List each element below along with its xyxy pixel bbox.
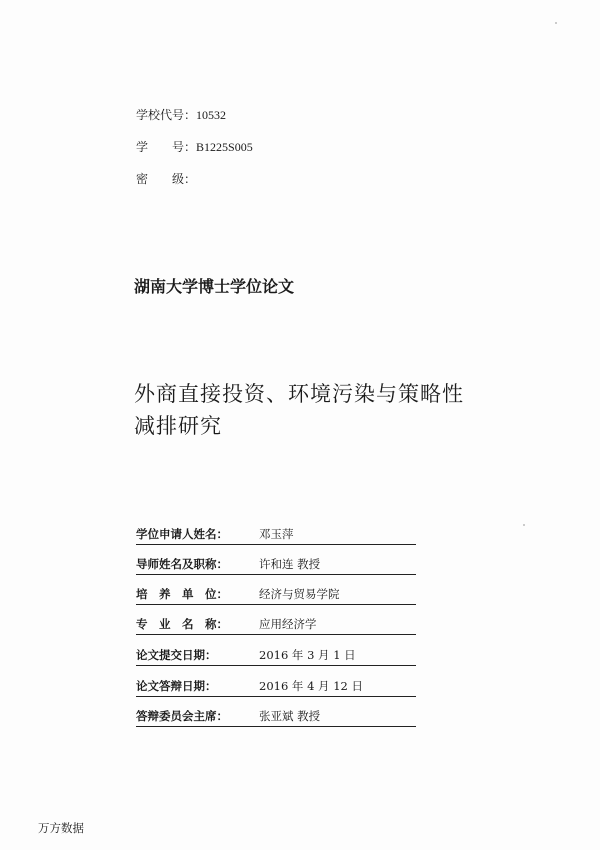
thesis-title-line-1: 外商直接投资、环境污染与策略性: [134, 382, 464, 406]
info-label: 专 业 名 称：: [136, 617, 228, 631]
scan-speck: [523, 524, 525, 526]
scan-speck: [555, 22, 557, 24]
info-row-applicant: [136, 525, 416, 545]
thesis-title: [134, 378, 464, 442]
info-row-unit: [136, 585, 416, 605]
info-label: 导师姓名及职称：: [136, 557, 228, 571]
student-id-label: 学 号：: [136, 140, 197, 154]
info-value: 2016 年 4 月 12 日: [259, 679, 363, 693]
student-id-value: B1225S005: [196, 140, 253, 154]
underline: [136, 604, 416, 605]
secrecy-label: 密 级：: [136, 172, 197, 186]
secrecy-line: [136, 172, 196, 186]
info-value: 张亚斌 教授: [259, 709, 321, 723]
school-code-label: 学校代号：: [136, 108, 197, 122]
info-value: 许和连 教授: [259, 557, 321, 571]
underline: [136, 726, 416, 727]
university-thesis-heading: 湖南大学博士学位论文: [134, 277, 295, 296]
info-label: 学位申请人姓名：: [136, 527, 228, 541]
info-label: 论文提交日期：: [136, 648, 217, 662]
info-value: 经济与贸易学院: [259, 587, 340, 601]
info-label: 答辩委员会主席：: [136, 709, 228, 723]
info-row-defense-date: [136, 677, 416, 697]
underline: [136, 665, 416, 666]
footer-stamp: 万方数据: [38, 821, 84, 835]
info-value: 2016 年 3 月 1 日: [259, 648, 356, 662]
info-row-submit-date: [136, 646, 416, 666]
info-row-committee-chair: [136, 707, 416, 727]
school-code-line: [136, 108, 226, 122]
info-label: 论文答辩日期：: [136, 679, 217, 693]
underline: [136, 544, 416, 545]
info-label: 培 养 单 位：: [136, 587, 228, 601]
info-row-major: [136, 615, 416, 635]
student-id-line: [136, 140, 253, 154]
info-value: 应用经济学: [259, 617, 317, 631]
underline: [136, 634, 416, 635]
underline: [136, 574, 416, 575]
info-row-advisor: [136, 555, 416, 575]
info-value: 邓玉萍: [259, 527, 294, 541]
school-code-value: 10532: [196, 108, 227, 122]
thesis-title-line-2: 减排研究: [134, 414, 222, 438]
underline: [136, 696, 416, 697]
